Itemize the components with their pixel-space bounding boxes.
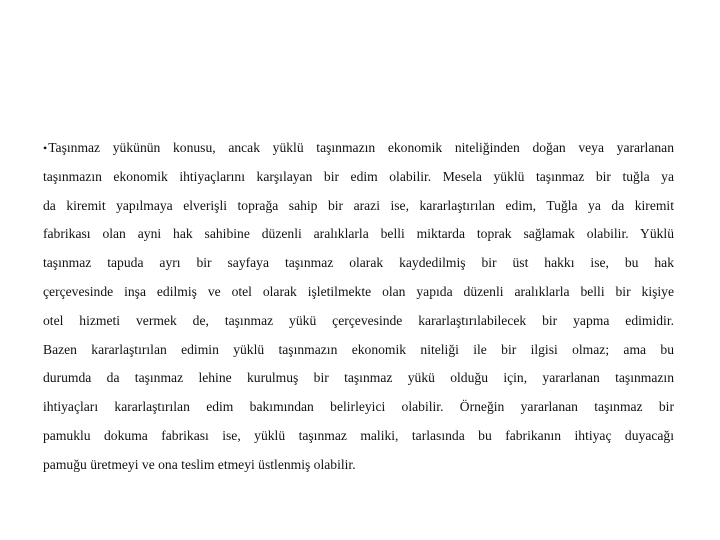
text-line-6: çerçevesinde inşa edilmiş ve otel olarak işletilmekte olan yapıda düzenli aralıklarla belli bir kişiye	[43, 283, 674, 299]
text-line-10: ihtiyaçları kararlaştırılan edim bakımından belirleyici olabilir. Örneğin yararlanan taşınmaz bir	[43, 399, 674, 415]
text-line-1-content: Taşınmaz yükünün konusu, ancak yüklü taşınmazın ekonomik niteliğinden doğan veya yararlanan	[48, 140, 674, 155]
text-line-5: taşınmaz tapuda ayrı bir sayfaya taşınmaz olarak kaydedilmiş bir üst hakkı ise, bu hak	[43, 255, 674, 271]
slide-body-text	[43, 134, 674, 480]
text-line-9: durumda da taşınmaz lehine kurulmuş bir taşınmaz yükü olduğu için, yararlanan taşınmazın	[43, 370, 674, 386]
text-line-3: da kiremit yapılmaya elverişli toprağa sahip bir arazi ise, kararlaştırılan edim, Tuğla ya da kiremit	[43, 197, 674, 213]
text-line-1	[43, 134, 674, 163]
bullet-icon: •	[43, 141, 48, 155]
text-line-7: otel hizmeti vermek de, taşınmaz yükü çerçevesinde kararlaştırılabilecek bir yapma edimidir.	[43, 312, 674, 328]
text-line-2: taşınmazın ekonomik ihtiyaçlarını karşılayan bir edim olabilir. Mesela yüklü taşınmaz bir tuğla ya	[43, 168, 674, 184]
text-line-4: fabrikası olan ayni hak sahibine düzenli aralıklarla belli miktarda toprak sağlamak olabilir. Yüklü	[43, 226, 674, 242]
text-line-8: Bazen kararlaştırılan edimin yüklü taşınmazın ekonomik niteliği ile bir ilgisi olmaz; ama bu	[43, 341, 674, 357]
text-line-11: pamuklu dokuma fabrikası ise, yüklü taşınmaz maliki, tarlasında bu fabrikanın ihtiyaç duyacağı	[43, 427, 674, 443]
text-line-12: pamuğu üretmeyi ve ona teslim etmeyi üstlenmiş olabilir.	[43, 456, 356, 472]
